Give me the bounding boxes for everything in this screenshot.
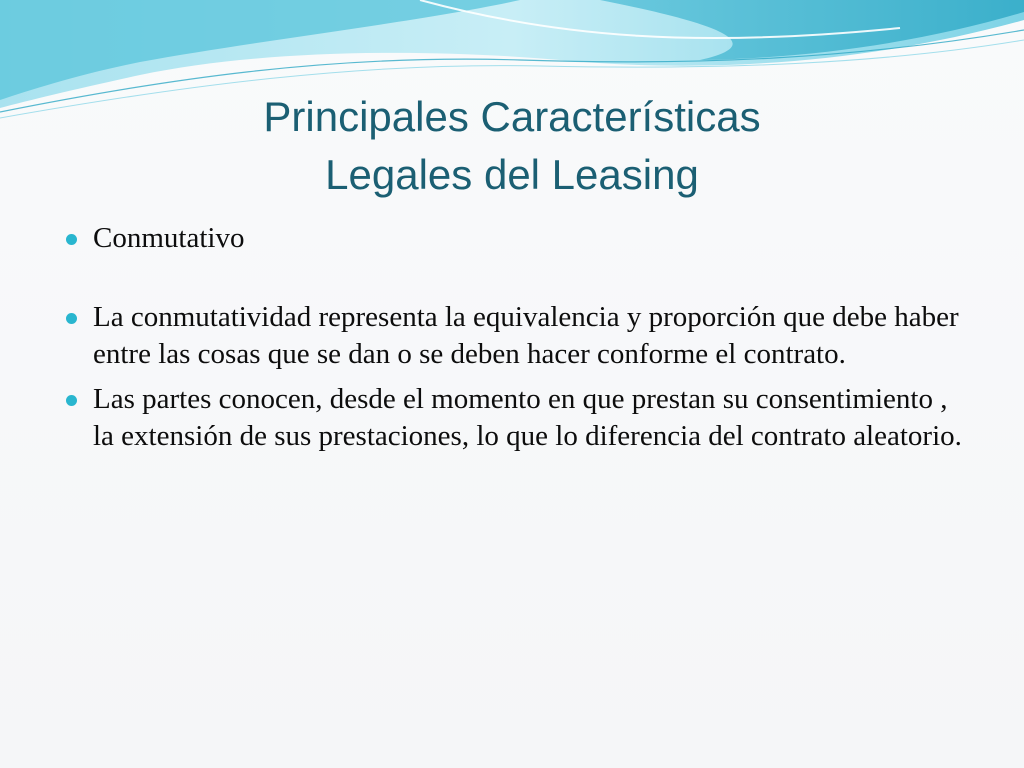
bullet-text: Las partes conocen, desde el momento en que prestan su consentimiento , la extensión de sus prestaciones, lo que lo diferencia del contrato aleatorio. (93, 383, 962, 452)
bullet-item (66, 299, 966, 373)
title-line-1: Principales Características (263, 93, 761, 140)
bullet-dot-icon (66, 234, 77, 245)
bullet-text: La conmutatividad representa la equivalencia y proporción que debe haber entre las cosas que se dan o se deben hacer conforme el contrato. (93, 301, 959, 370)
bullet-dot-icon (66, 313, 77, 324)
bullet-item (66, 220, 966, 257)
slide-title (112, 88, 912, 204)
bullet-dot-icon (66, 395, 77, 406)
title-line-2: Legales del Leasing (325, 151, 699, 198)
bullet-item (66, 381, 966, 455)
bullet-text: Conmutativo (93, 222, 245, 254)
bullet-list (66, 220, 966, 455)
